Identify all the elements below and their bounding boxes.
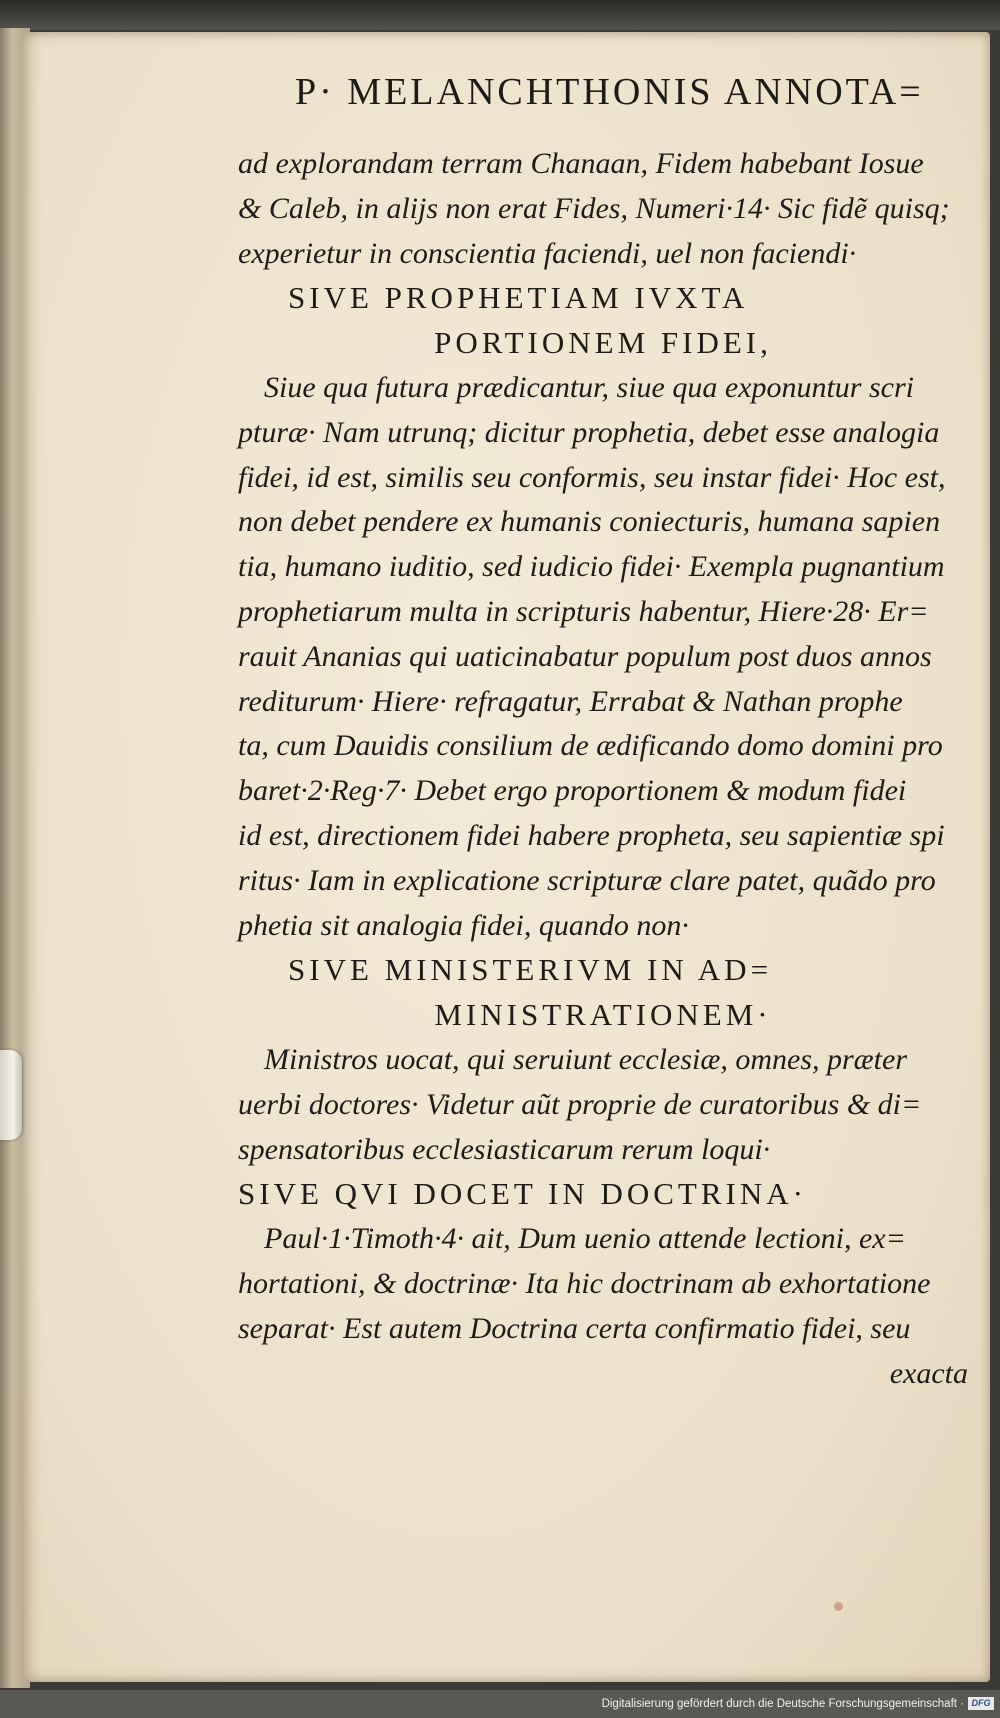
text-line: ad explorandam terram Chanaan, Fidem habebant Iosue: [238, 147, 924, 180]
text-line: non debet pendere ex humanis coniecturis, humana sapien: [238, 505, 941, 539]
text-line: tia, humano iuditio, sed iudicio fidei· Exempla pugnantium: [238, 550, 945, 584]
page-clip: [0, 1050, 22, 1140]
paper-stain: [834, 1602, 843, 1611]
text-line: Siue qua futura prædicantur, siue qua exponuntur scri: [264, 370, 914, 404]
main-text: [238, 142, 968, 1396]
section-heading: MINISTRATIONEM·: [434, 997, 772, 1033]
text-line: Ministros uocat, qui seruiunt ecclesiæ, omnes, præter: [264, 1042, 908, 1076]
scan-background-top: [0, 0, 1000, 30]
running-head: P· MELANCHTHONIS ANNOTA=: [295, 71, 924, 113]
text-line: baret·2·Reg·7· Debet ergo proportionem & modum fidei: [238, 774, 907, 808]
section-heading: SIVE PROPHETIAM IVXTA: [288, 280, 749, 316]
text-line: pturæ· Nam utrunq; dicitur prophetia, debet esse analogia: [238, 415, 940, 449]
footer-credit: Digitalisierung gefördert durch die Deutsche Forschungsgemeinschaft ·: [601, 1698, 964, 1710]
text-line: ta, cum Dauidis consilium de ædificando domo domini pro: [238, 729, 943, 763]
section-heading: SIVE QVI DOCET IN DOCTRINA·: [238, 1176, 807, 1212]
text-line: fidei, id est, similis seu conformis, seu instar fidei· Hoc est,: [238, 460, 946, 494]
text-line: spensatoribus ecclesiasticarum rerum loqui·: [238, 1132, 771, 1166]
text-line: ritus· Iam in explicatione scripturæ clare patet, quãdo pro: [238, 863, 936, 897]
text-line: uerbi doctores· Videtur aũt proprie de curatoribus & di=: [238, 1087, 922, 1121]
text-line: experietur in conscientia faciendi, uel non faciendi·: [238, 236, 857, 270]
text-line: separat· Est autem Doctrina certa confirmatio fidei, seu: [238, 1311, 911, 1345]
text-line: phetia sit analogia fidei, quando non·: [238, 908, 689, 942]
text-line: prophetiarum multa in scripturis habentur, Hiere·28· Er=: [238, 594, 929, 628]
digitization-footer: [0, 1690, 1000, 1718]
text-line: rediturum· Hiere· refragatur, Errabat & Nathan prophe: [238, 684, 903, 718]
text-line: Paul·1·Timoth·4· ait, Dum uenio attende lectioni, ex=: [264, 1222, 906, 1256]
text-line: & Caleb, in alijs non erat Fides, Numeri·14· Sic fidẽ quisq;: [238, 191, 950, 225]
text-line: exacta: [889, 1356, 968, 1390]
text-line: id est, directionem fidei habere propheta, seu sapientiæ spi: [238, 818, 945, 852]
text-line: hortationi, & doctrinæ· Ita hic doctrinam ab exhortatione: [238, 1266, 931, 1300]
text-line: rauit Ananias qui uaticinabatur populum post duos annos: [238, 639, 932, 673]
section-heading: PORTIONEM FIDEI,: [434, 325, 772, 361]
section-heading: SIVE MINISTERIVM IN AD=: [288, 952, 773, 988]
dfg-logo: DFG: [968, 1697, 994, 1710]
